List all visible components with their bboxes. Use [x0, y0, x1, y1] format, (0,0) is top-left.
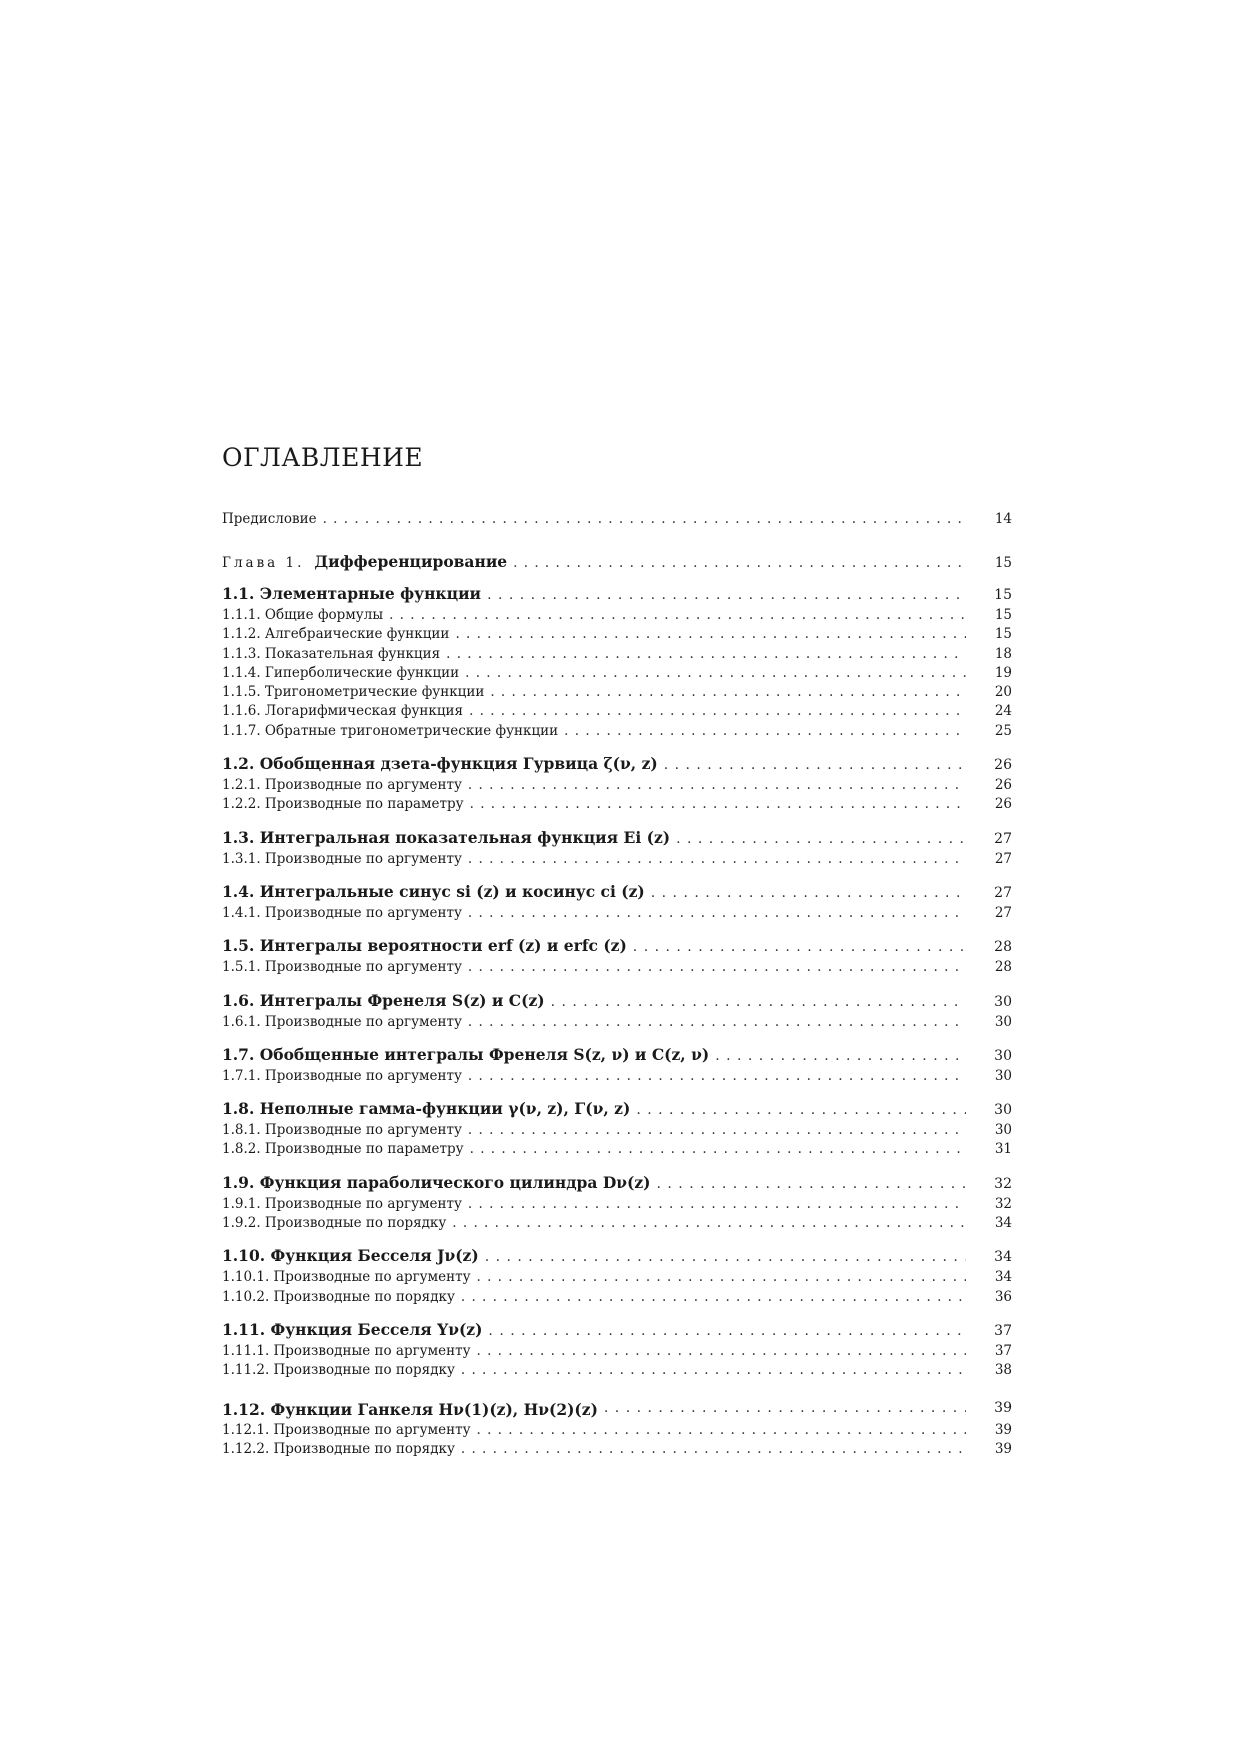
dot-leader: [468, 958, 966, 977]
toc-page-number: 27: [994, 904, 1012, 921]
dot-leader: [657, 1172, 967, 1196]
dot-leader: [651, 881, 966, 905]
toc-page-number: 34: [994, 1269, 1012, 1286]
dot-leader: [469, 702, 966, 721]
dot-leader: [470, 1140, 966, 1159]
toc-page-number: 28: [994, 939, 1012, 956]
toc-page-number: 15: [994, 587, 1012, 603]
dot-leader: [604, 1394, 966, 1422]
toc-page-number: 19: [994, 664, 1012, 681]
dot-leader: [468, 776, 966, 795]
toc-entry-subsection[interactable]: [222, 1140, 1012, 1159]
toc-entry-label: 1.2.2. Производные по параметру: [222, 796, 464, 813]
toc-entry-section[interactable]: [222, 582, 1012, 606]
dot-leader: [490, 683, 966, 702]
toc-page-number: 30: [994, 993, 1012, 1010]
toc-entry-subsection[interactable]: [222, 1268, 1012, 1287]
toc-entry-subsection[interactable]: [222, 1288, 1012, 1307]
toc-entry-label: 1.12. Функции Ганкеля Hν(1)(z), Hν(2)(z): [222, 1399, 598, 1419]
toc-entry-subsection[interactable]: [222, 1214, 1012, 1233]
toc-entry-chapter-1[interactable]: [222, 551, 1012, 573]
toc-entry-label: 1.2.1. Производные по аргументу: [222, 777, 462, 794]
dot-leader: [468, 1121, 966, 1140]
toc-entry-label: 1.11. Функция Бесселя Yν(z): [222, 1319, 483, 1339]
dot-leader: [636, 1098, 966, 1122]
toc-entry-subsection[interactable]: [222, 625, 1012, 644]
dot-leader: [487, 583, 966, 607]
dot-leader: [461, 1288, 966, 1307]
toc-entry-label: Предисловие: [222, 511, 317, 527]
dot-leader: [551, 990, 966, 1014]
toc-page-number: 39: [994, 1440, 1012, 1457]
toc-page-number: 24: [994, 703, 1012, 720]
toc-entry-label: 1.7.1. Производные по аргументу: [222, 1067, 462, 1084]
toc-page-number: 15: [994, 626, 1012, 643]
page-title: ОГЛАВЛЕНИЕ: [222, 443, 424, 472]
chapter-title: Дифференцирование: [314, 552, 508, 571]
table-of-contents: [222, 443, 1012, 1459]
toc-page-number: 30: [994, 1122, 1012, 1139]
toc-entry-section[interactable]: [222, 989, 1012, 1013]
toc-entry-label: 1.3.1. Производные по аргументу: [222, 850, 462, 867]
toc-entry-label: 1.10. Функция Бесселя Jν(z): [222, 1246, 479, 1266]
toc-entry-label: 1.4.1. Производные по аргументу: [222, 904, 462, 921]
toc-page-number: 31: [994, 1141, 1012, 1158]
toc-entry-label: 1.10.2. Производные по порядку: [222, 1288, 455, 1305]
dot-leader: [564, 722, 966, 741]
toc-page-number: 39: [994, 1399, 1012, 1416]
toc-entry-section[interactable]: [222, 1043, 1012, 1067]
toc-page-number: 25: [994, 722, 1012, 739]
toc-page-number: 15: [994, 555, 1012, 571]
toc-page-number: 27: [994, 850, 1012, 867]
toc-entry-label: 1.11.1. Производные по аргументу: [222, 1342, 471, 1359]
toc-entry-subsection[interactable]: [222, 1361, 1012, 1380]
toc-entry-subsection[interactable]: [222, 1195, 1012, 1214]
toc-entry-section[interactable]: [222, 752, 1012, 776]
toc-page-number: 34: [994, 1249, 1012, 1266]
dot-leader: [389, 606, 966, 625]
toc-entry-section[interactable]: [222, 1318, 1012, 1342]
toc-page-number: 36: [994, 1288, 1012, 1305]
dot-leader: [633, 935, 966, 959]
dot-leader: [477, 1268, 966, 1287]
toc-page-number: 20: [994, 684, 1012, 701]
toc-entry-label: 1.1.3. Показательная функция: [222, 645, 441, 662]
chapter-prefix: Глава 1.: [222, 555, 305, 571]
dot-leader: [477, 1342, 966, 1361]
toc-entry-section[interactable]: [222, 826, 1012, 850]
toc-page-number: 34: [994, 1215, 1012, 1232]
dot-leader: [461, 1440, 966, 1459]
dot-leader: [465, 664, 966, 683]
toc-entry-label: [222, 551, 507, 574]
toc-entry-subsection[interactable]: [222, 702, 1012, 721]
toc-page-number: 32: [994, 1195, 1012, 1212]
dot-leader: [323, 509, 966, 529]
toc-entry-subsection[interactable]: [222, 683, 1012, 702]
toc-entry-subsection[interactable]: [222, 1067, 1012, 1086]
toc-entry-label: 1.1.4. Гиперболические функции: [222, 664, 460, 681]
toc-entry-label: 1.4. Интегральные синус si (z) и косинус ci (z): [222, 881, 645, 901]
toc-entry-label: 1.2. Обобщенная дзета-функция Гурвица ζ(ν, z): [222, 754, 658, 774]
toc-page-number: 15: [994, 607, 1012, 623]
toc-entry-label: 1.8.2. Производные по параметру: [222, 1141, 464, 1158]
toc-entry-subsection[interactable]: [222, 776, 1012, 795]
toc-entry-label: 1.6. Интегралы Френеля S(z) и C(z): [222, 990, 545, 1010]
dot-leader: [452, 1214, 966, 1233]
dot-leader: [676, 827, 966, 851]
toc-page-number: 32: [994, 1175, 1012, 1192]
dot-leader: [715, 1044, 966, 1068]
dot-leader: [664, 753, 966, 777]
toc-entry-subsection[interactable]: [222, 795, 1012, 814]
toc-entry-preface[interactable]: [222, 509, 1012, 529]
toc-entry-label: 1.8.1. Производные по аргументу: [222, 1122, 462, 1139]
toc-entry-subsection[interactable]: [222, 904, 1012, 923]
toc-entry-subsection[interactable]: [222, 1121, 1012, 1140]
toc-sections: [222, 582, 1012, 1459]
dot-leader: [488, 1319, 966, 1343]
toc-entry-label: 1.1.1. Общие формулы: [222, 607, 384, 623]
toc-entry-label: 1.1.2. Алгебраические функции: [222, 626, 450, 643]
toc-entry-subsection[interactable]: [222, 1013, 1012, 1032]
toc-page-number: 39: [994, 1421, 1012, 1438]
dot-leader: [470, 795, 966, 814]
toc-entry-label: 1.9.2. Производные по порядку: [222, 1215, 447, 1232]
dot-leader: [461, 1361, 966, 1380]
toc-page-number: 26: [994, 777, 1012, 794]
dot-leader: [468, 904, 966, 923]
toc-entry-subsection[interactable]: [222, 606, 1012, 625]
dot-leader: [468, 1195, 966, 1214]
toc-page-number: 26: [994, 757, 1012, 774]
toc-entry-section[interactable]: [222, 880, 1012, 904]
toc-entry-label: 1.1.5. Тригонометрические функции: [222, 684, 485, 701]
toc-entry-subsection[interactable]: [222, 722, 1012, 741]
toc-entry-label: 1.12.2. Производные по порядку: [222, 1440, 455, 1457]
toc-page-number: 30: [994, 1102, 1012, 1119]
toc-entry-subsection[interactable]: [222, 958, 1012, 977]
dot-leader: [513, 552, 966, 574]
toc-entry-label: 1.12.1. Производные по аргументу: [222, 1421, 471, 1438]
dot-leader: [468, 1013, 966, 1032]
toc-entry-label: 1.1. Элементарные функции: [222, 584, 482, 603]
toc-page-number: 27: [994, 884, 1012, 901]
toc-entry-subsection[interactable]: [222, 1440, 1012, 1459]
toc-page-number: 30: [994, 1013, 1012, 1030]
toc-entry-label: 1.6.1. Производные по аргументу: [222, 1013, 462, 1030]
toc-entry-label: 1.3. Интегральная показательная функция Ei (z): [222, 827, 671, 847]
dot-leader: [468, 1067, 966, 1086]
toc-entry-section[interactable]: [222, 1393, 1012, 1421]
toc-page-number: 27: [994, 830, 1012, 847]
toc-entry-label: 1.5. Интегралы вероятности erf (z) и erfc (z): [222, 936, 627, 956]
toc-entry-label: 1.11.2. Производные по порядку: [222, 1362, 455, 1379]
toc-entry-label: 1.9.1. Производные по аргументу: [222, 1195, 462, 1212]
toc-entry-subsection[interactable]: [222, 1342, 1012, 1361]
dot-leader: [446, 645, 966, 664]
toc-entry-label: 1.1.6. Логарифмическая функция: [222, 703, 464, 720]
toc-page-number: 14: [994, 511, 1012, 527]
toc-entry-label: 1.5.1. Производные по аргументу: [222, 959, 462, 976]
toc-page-number: 26: [994, 796, 1012, 813]
toc-entry-label: 1.9. Функция параболического цилиндра Dν(z): [222, 1172, 651, 1192]
toc-entry-section[interactable]: [222, 934, 1012, 958]
dot-leader: [485, 1245, 966, 1269]
toc-entry-label: 1.8. Неполные гамма-функции γ(ν, z), Γ(ν, z): [222, 1099, 631, 1119]
toc-entry-subsection[interactable]: [222, 645, 1012, 664]
toc-page-number: 38: [994, 1362, 1012, 1379]
toc-page-number: 18: [994, 645, 1012, 662]
toc-entry-label: 1.10.1. Производные по аргументу: [222, 1269, 471, 1286]
toc-page-number: 37: [994, 1322, 1012, 1339]
toc-entry-subsection[interactable]: [222, 664, 1012, 683]
toc-page-number: 28: [994, 959, 1012, 976]
dot-leader: [468, 850, 966, 869]
toc-page-number: 37: [994, 1342, 1012, 1359]
toc-entry-section[interactable]: [222, 1244, 1012, 1268]
toc-entry-section[interactable]: [222, 1171, 1012, 1195]
toc-entry-label: 1.7. Обобщенные интегралы Френеля S(z, ν) и C(z, ν): [222, 1044, 710, 1064]
dot-leader: [455, 625, 966, 644]
toc-page-number: 30: [994, 1067, 1012, 1084]
toc-entry-section[interactable]: [222, 1097, 1012, 1121]
toc-page-number: 30: [994, 1047, 1012, 1064]
toc-entry-label: 1.1.7. Обратные тригонометрические функции: [222, 722, 559, 739]
toc-entry-subsection[interactable]: [222, 850, 1012, 869]
